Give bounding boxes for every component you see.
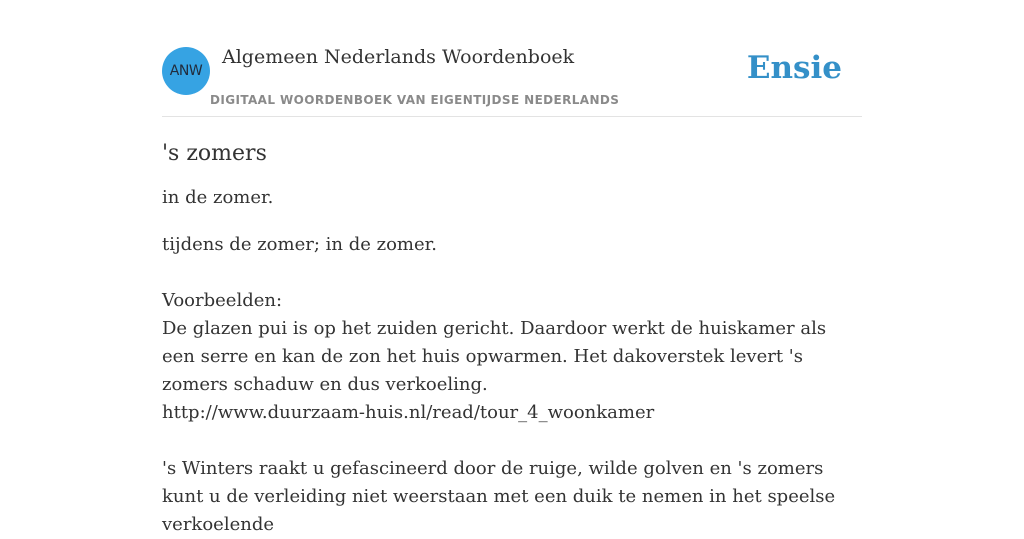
example-text: De glazen pui is op het zuiden gericht. Daardoor werkt de huiskamer als een serre en kan de zon het huis opwarmen. Het dakoverstek levert 's zomers schaduw en dus verkoeling. <box>162 318 827 395</box>
entry-content <box>162 136 862 539</box>
spacer <box>162 427 862 455</box>
examples-label: Voorbeelden: <box>162 290 283 311</box>
site-subtitle: DIGITAAL WOORDENBOEK VAN EIGENTIJDSE NEDERLANDS <box>210 93 620 107</box>
ensie-brand-logo[interactable]: Ensie <box>746 50 842 86</box>
entry-headword: 's zomers <box>162 141 267 166</box>
spacer <box>162 259 862 287</box>
site-header <box>162 40 862 117</box>
full-definition-block <box>162 231 862 539</box>
example-source: http://www.duurzaam-huis.nl/read/tour_4_woonkamer <box>162 402 655 423</box>
anw-logo[interactable]: ANW <box>162 47 210 95</box>
site-title[interactable]: Algemeen Nederlands Woordenboek <box>222 46 575 68</box>
full-definition: tijdens de zomer; in de zomer. <box>162 234 437 255</box>
example-text: 's Winters raakt u gefascineerd door de ruige, wilde golven en 's zomers kunt u de verleiding niet weerstaan met een duik te nemen in het speelse verkoelende <box>162 458 836 535</box>
short-definition: in de zomer. <box>162 187 274 208</box>
